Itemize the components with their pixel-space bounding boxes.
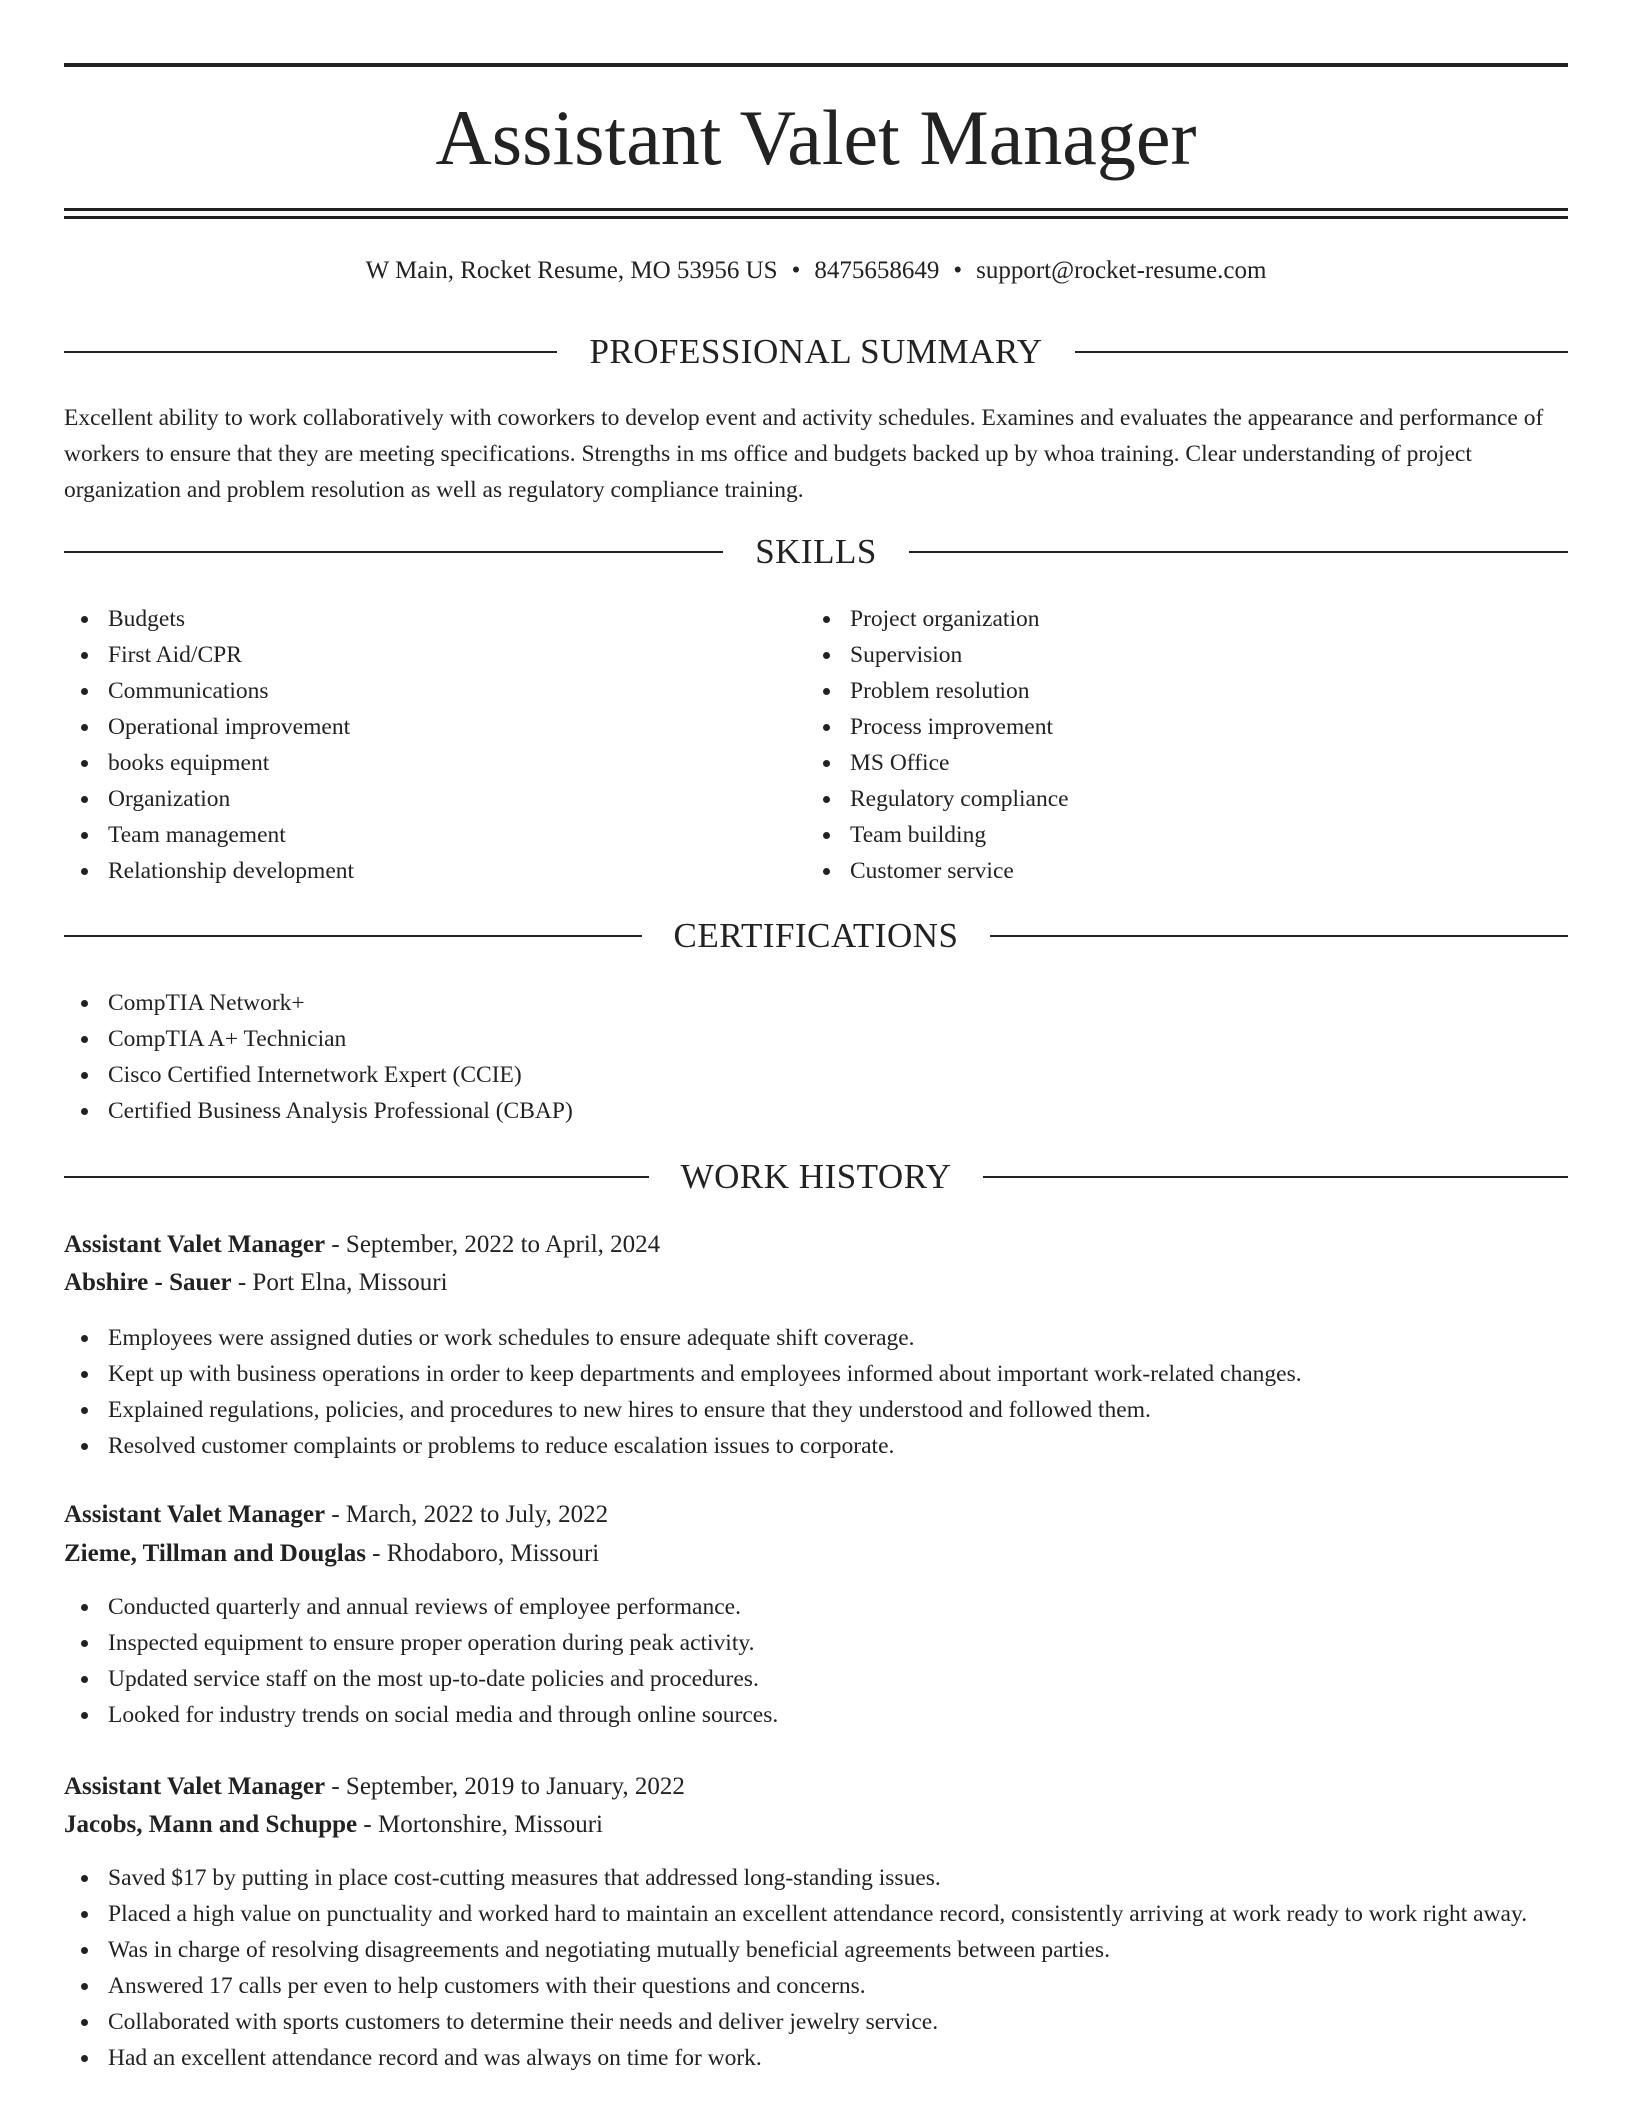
skill-item: books equipment [64, 745, 804, 781]
header-bottom-rule-1 [64, 208, 1568, 211]
job-bullet: Saved $17 by putting in place cost-cutting measures that addressed long-standing issues. [64, 1860, 1568, 1896]
skill-item: Relationship development [64, 853, 804, 889]
job-bullets [64, 1860, 1568, 2076]
job-bullets [64, 1589, 1568, 1733]
job-bullet: Conducted quarterly and annual reviews of employee performance. [64, 1589, 1568, 1625]
job-location: - Rhodaboro, Missouri [365, 1540, 600, 1567]
job-bullet: Updated service staff on the most up-to-date policies and procedures. [64, 1661, 1568, 1697]
job-bullet: Was in charge of resolving disagreements and negotiating mutually beneficial agreements between parties. [64, 1932, 1568, 1968]
skills-list-right [806, 601, 1546, 889]
skill-item: Process improvement [806, 709, 1546, 745]
skill-item: Budgets [64, 601, 804, 637]
section-title: CERTIFICATIONS [673, 916, 959, 955]
skill-item: First Aid/CPR [64, 637, 804, 673]
heading-rule-right [909, 551, 1568, 553]
certification-item: CompTIA A+ Technician [64, 1021, 1568, 1057]
skill-item: Regulatory compliance [806, 781, 1546, 817]
header-bottom-rule-2 [64, 216, 1568, 219]
job-company-line [64, 1806, 1568, 1844]
job-bullet: Had an excellent attendance record and was always on time for work. [64, 2040, 1568, 2076]
job-bullet: Placed a high value on punctuality and worked hard to maintain an excellent attendance record, consistently arriving at work ready to work right away. [64, 1896, 1568, 1932]
heading-rule-left [64, 935, 642, 937]
skill-item: Team building [806, 817, 1546, 853]
certification-item: CompTIA Network+ [64, 985, 1568, 1021]
heading-rule-left [64, 351, 557, 353]
heading-rule-right [990, 935, 1568, 937]
section-heading-certifications [64, 916, 1568, 956]
job-dates: - September, 2022 to April, 2024 [325, 1231, 661, 1258]
contact-separator: • [953, 257, 963, 284]
section-heading-skills [64, 532, 1568, 572]
resume-title: Assistant Valet Manager [435, 94, 1197, 181]
section-title: SKILLS [755, 532, 877, 571]
skill-item: Communications [64, 673, 804, 709]
job-bullet: Resolved customer complaints or problems to reduce escalation issues to corporate. [64, 1428, 1568, 1464]
contact-phone: 8475658649 [814, 257, 940, 284]
job-title: Assistant Valet Manager [64, 1501, 326, 1528]
job-title-line [64, 1768, 1568, 1806]
job-bullet: Explained regulations, policies, and procedures to new hires to ensure that they understood and followed them. [64, 1392, 1568, 1428]
job-company: Zieme, Tillman and Douglas [64, 1540, 366, 1567]
job-company: Abshire - Sauer [64, 1269, 232, 1296]
certification-item: Cisco Certified Internetwork Expert (CCIE) [64, 1057, 1568, 1093]
job-bullet: Inspected equipment to ensure proper operation during peak activity. [64, 1625, 1568, 1661]
job-bullets [64, 1320, 1568, 1464]
skill-item: MS Office [806, 745, 1546, 781]
contact-email: support@rocket-resume.com [976, 257, 1267, 284]
contact-address: W Main, Rocket Resume, MO 53956 US [365, 257, 778, 284]
skill-item: Project organization [806, 601, 1546, 637]
skill-item: Operational improvement [64, 709, 804, 745]
section-heading-summary [64, 332, 1568, 372]
section-title: WORK HISTORY [680, 1157, 952, 1196]
job-bullet: Kept up with business operations in order to keep departments and employees informed about important work-related changes. [64, 1356, 1568, 1392]
skill-item: Customer service [806, 853, 1546, 889]
certifications-list [64, 985, 1568, 1129]
summary-text: Excellent ability to work collaboratively with coworkers to develop event and activity schedules. Examines and evaluates the appearance and performance of workers to ensure that they are meeting specifications. Strengths in ms office and budgets backed up by whoa training. Clear understanding of project organization and problem resolution as well as regulatory compliance training. [64, 405, 1544, 503]
job-dates: - March, 2022 to July, 2022 [325, 1501, 609, 1528]
section-title: PROFESSIONAL SUMMARY [589, 332, 1043, 371]
heading-rule-left [64, 551, 723, 553]
heading-rule-left [64, 1176, 649, 1178]
job-title: Assistant Valet Manager [64, 1773, 326, 1800]
skills-list-left [64, 601, 804, 889]
header-top-rule [64, 63, 1568, 67]
contact-line [64, 254, 1568, 288]
job-location: - Port Elna, Missouri [231, 1269, 448, 1296]
job-company-line [64, 1264, 1568, 1302]
job-title: Assistant Valet Manager [64, 1231, 326, 1258]
heading-rule-right [983, 1176, 1568, 1178]
job-dates: - September, 2019 to January, 2022 [325, 1773, 685, 1800]
contact-separator: • [791, 257, 801, 284]
skill-item: Problem resolution [806, 673, 1546, 709]
job-title-line [64, 1226, 1568, 1264]
certification-item: Certified Business Analysis Professional (CBAP) [64, 1093, 1568, 1129]
job-bullet: Looked for industry trends on social media and through online sources. [64, 1697, 1568, 1733]
skill-item: Organization [64, 781, 804, 817]
job-bullet: Employees were assigned duties or work schedules to ensure adequate shift coverage. [64, 1320, 1568, 1356]
job-bullet: Answered 17 calls per even to help customers with their questions and concerns. [64, 1968, 1568, 2004]
job-company-line [64, 1535, 1568, 1573]
job-location: - Mortonshire, Missouri [357, 1811, 603, 1838]
job-title-line [64, 1496, 1568, 1534]
skill-item: Team management [64, 817, 804, 853]
section-heading-work-history [64, 1157, 1568, 1197]
job-company: Jacobs, Mann and Schuppe [64, 1811, 358, 1838]
job-bullet: Collaborated with sports customers to determine their needs and deliver jewelry service. [64, 2004, 1568, 2040]
heading-rule-right [1075, 351, 1568, 353]
skill-item: Supervision [806, 637, 1546, 673]
